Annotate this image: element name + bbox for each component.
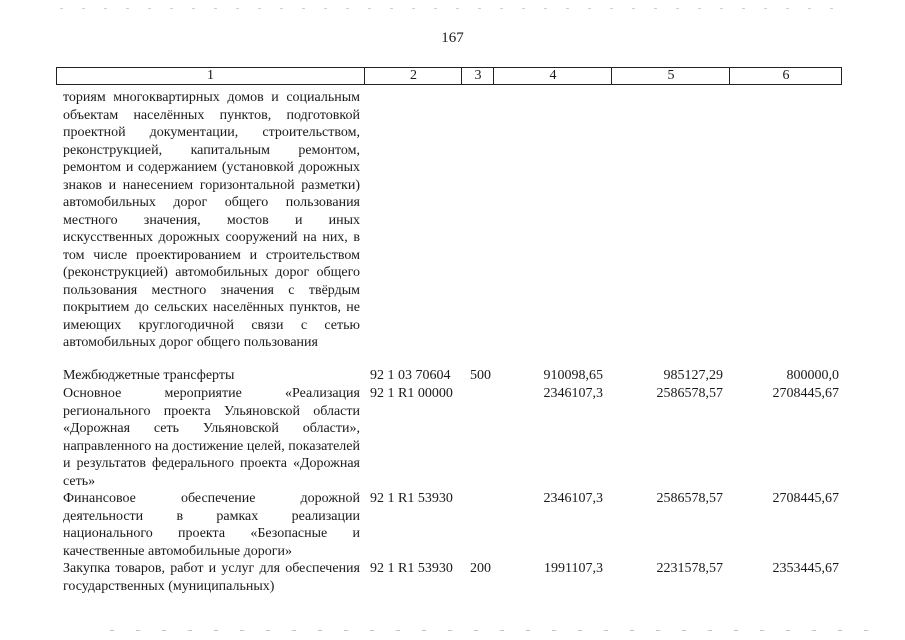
header-col-2: 2: [364, 68, 462, 84]
page-number: 167: [441, 30, 464, 46]
row-description: Основное мероприятие «Реализация регионального проекта Ульяновской области «Дорожная сеть Ульяновской области», направленного на достижение целей, показателей и результатов федерального проекта «Дорожная сеть»: [63, 386, 360, 489]
row-expense-type: 500: [470, 368, 491, 383]
row-code: 92 1 R1 53930: [370, 491, 453, 506]
row-code: 92 1 R1 00000: [370, 386, 453, 401]
row-description: Финансовое обеспечение дорожной деятельности в рамках реализации национального проекта «Безопасные и качественные автомобильные дороги»: [63, 491, 360, 559]
scan-artifact-top: [60, 8, 850, 9]
row-value-col5: 985127,29: [663, 368, 723, 383]
row-value-col4: 910098,65: [543, 368, 603, 383]
row-value-col6: 2708445,67: [772, 491, 839, 506]
row-code: 92 1 03 70604: [370, 368, 451, 383]
row-value-col5: 2231578,57: [656, 561, 723, 576]
row-value-col5: 2586578,57: [656, 386, 723, 401]
row-description: ториям многоквартирных домов и социальным объектам населённых пунктов, подготовкой проектной документации, строительством, реконструкцией, капитальным ремонтом, ремонтом и содержанием (установкой дорожных знаков и нанесением горизонтальной разметки) автомобильных дорог общего пользования местного значения, мостов и иных искусственных дорожных сооружений на них, в том числе проектированием и строительством (реконструкцией) автомобильных дорог общего пользования местного значения с твёрдым покрытием до сельских населённых пунктов, не имеющих круглогодичной связи с сетью автомобильных дорог общего пользования: [63, 90, 360, 350]
header-col-3: 3: [461, 68, 494, 84]
row-code: 92 1 R1 53930: [370, 561, 453, 576]
header-col-5: 5: [611, 68, 730, 84]
header-col-4: 4: [493, 68, 612, 84]
row-value-col5: 2586578,57: [656, 491, 723, 506]
header-col-1: 1: [207, 68, 214, 83]
header-col-6: 6: [729, 68, 842, 84]
row-value-col6: 2708445,67: [772, 386, 839, 401]
row-description: Межбюджетные трансферты: [63, 368, 235, 383]
row-description: Закупка товаров, работ и услуг для обеспечения государственных (муниципальных): [63, 561, 360, 594]
scan-artifact-bottom: [110, 630, 890, 631]
table-header-row: [56, 67, 842, 85]
row-value-col4: 2346107,3: [543, 386, 603, 401]
row-value-col4: 2346107,3: [543, 491, 603, 506]
row-value-col4: 1991107,3: [544, 561, 603, 576]
row-expense-type: 200: [470, 561, 491, 576]
row-value-col6: 2353445,67: [772, 561, 839, 576]
row-value-col6: 800000,0: [786, 368, 839, 383]
